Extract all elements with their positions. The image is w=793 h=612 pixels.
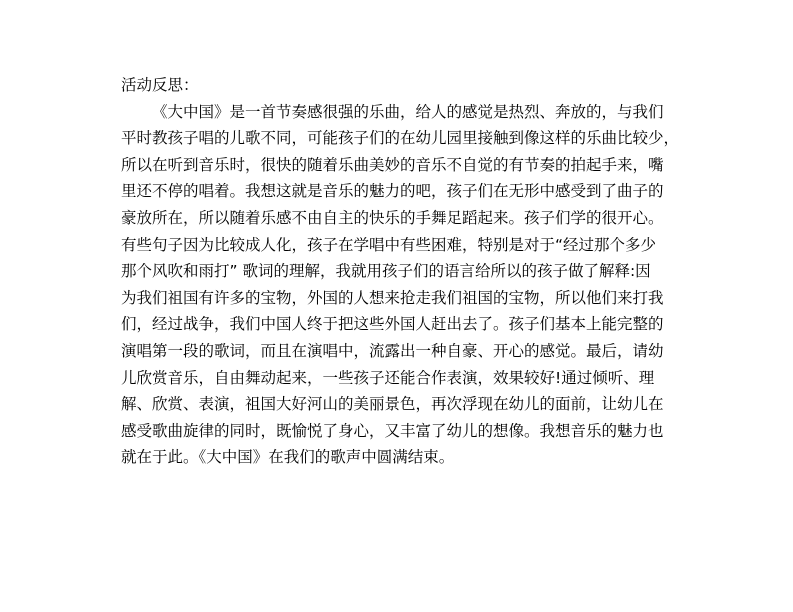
paragraph-line-12: 解、欣赏、表演，祖国大好河山的美丽景色，再次浮现在幼儿的面前，让幼儿在: [121, 395, 664, 414]
paragraph-line-5: 豪放所在，所以随着乐感不由自主的快乐的手舞足蹈起来。孩子们学的很开心。: [121, 208, 664, 227]
section-heading: 活动反思：: [121, 76, 199, 94]
paragraph-line-10: 演唱第一段的歌词，而且在演唱中，流露出一种自豪、开心的感觉。最后，请幼: [121, 341, 664, 360]
paragraph-line-6: 有些句子因为比较成人化，孩子在学唱中有些困难，特别是对于“经过那个多少: [121, 235, 657, 254]
paragraph-line-4: 里还不停的唱着。我想这就是音乐的魅力的吧，孩子们在无形中感受到了曲子的: [121, 182, 664, 201]
paragraph-line-1: 《大中国》是一首节奏感很强的乐曲，给人的感觉是热烈、奔放的，与我们: [152, 102, 664, 121]
paragraph-line-7: 那个风吹和雨打” 歌词的理解，我就用孩子们的语言给所以的孩子做了解释:因: [121, 262, 651, 281]
paragraph-line-9: 们，经过战争，我们中国人终于把这些外国人赶出去了。孩子们基本上能完整的: [121, 315, 664, 334]
paragraph-line-13: 感受歌曲旋律的同时，既愉悦了身心，又丰富了幼儿的想像。我想音乐的魅力也: [121, 421, 664, 440]
paragraph-line-8: 为我们祖国有许多的宝物，外国的人想来抢走我们祖国的宝物，所以他们来打我: [121, 288, 664, 307]
paragraph-line-2: 平时教孩子唱的儿歌不同，可能孩子们的在幼儿园里接触到像这样的乐曲比较少，: [121, 129, 680, 148]
paragraph-line-3: 所以在听到音乐时，很快的随着乐曲美妙的音乐不自觉的有节奏的拍起手来，嘴: [121, 155, 664, 174]
reflection-paragraph: [121, 99, 701, 471]
paragraph-line-14: 就在于此。《大中国》在我们的歌声中圆满结束。: [121, 448, 455, 467]
paragraph-line-11: 儿欣赏音乐，自由舞动起来，一些孩子还能合作表演，效果较好!通过倾听、理: [121, 368, 655, 387]
